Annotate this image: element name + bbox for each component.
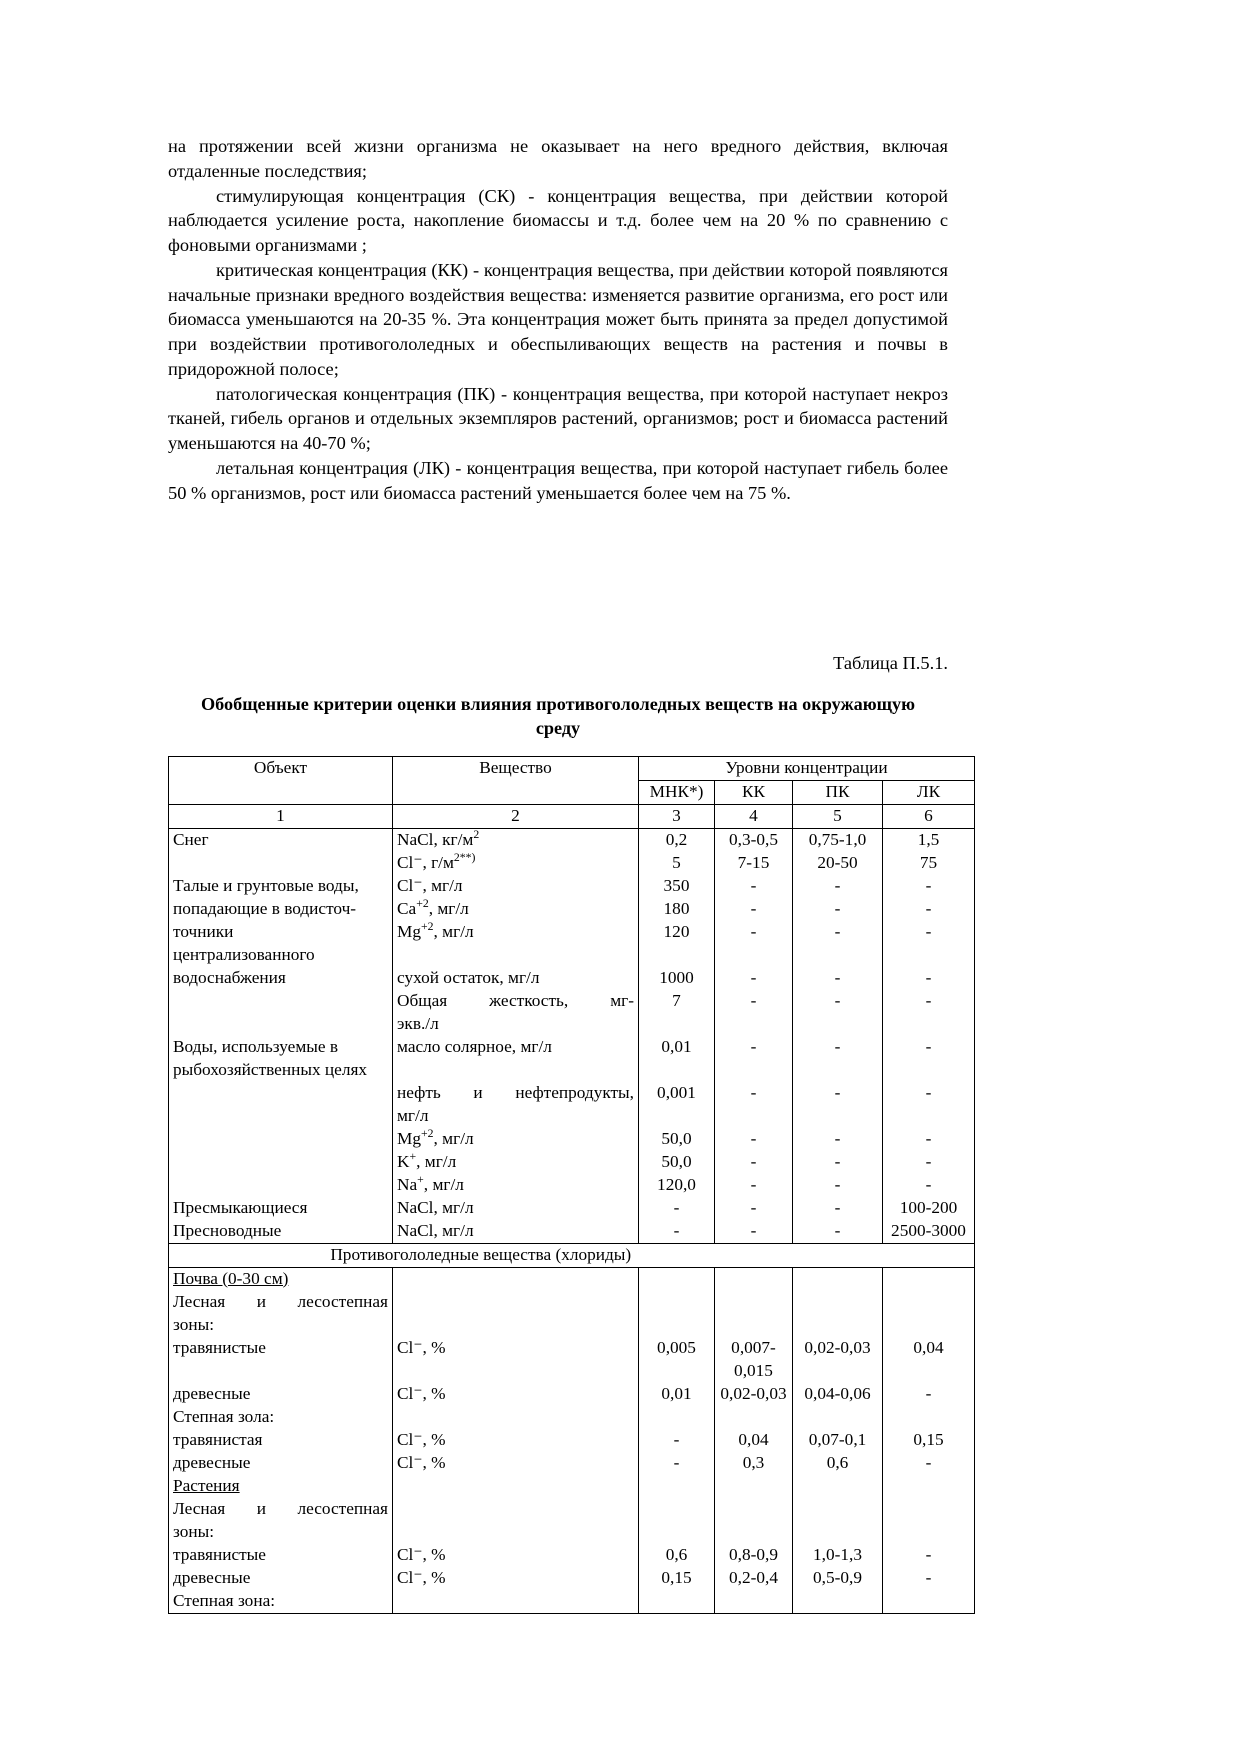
cell-mnk <box>639 1105 715 1128</box>
paragraph-4: патологическая концентрация (ПК) - концентрация вещества, при которой наступает некроз тканей, гибель органов и отдельных экземпляров растений, организмов; рост и биомасса растений уменьшаются на 40-70 %; <box>168 383 948 453</box>
header-levels: Уровни концентрации <box>639 756 975 780</box>
cell-object: Талые и грунтовые воды, <box>169 875 393 898</box>
cell-lk: - <box>883 1452 975 1475</box>
cell-pk: - <box>793 1036 883 1059</box>
cell-pk: - <box>793 1174 883 1197</box>
cell-lk <box>883 944 975 967</box>
cell-mnk <box>639 1314 715 1337</box>
cell-substance <box>393 1590 639 1614</box>
cell-lk <box>883 1314 975 1337</box>
cell-pk: 0,6 <box>793 1452 883 1475</box>
cell-lk: 1,5 <box>883 828 975 852</box>
cell-pk <box>793 1498 883 1521</box>
cell-object <box>169 1174 393 1197</box>
header-object: Объект <box>169 756 393 804</box>
cell-mnk: 0,2 <box>639 828 715 852</box>
cell-pk <box>793 944 883 967</box>
cell-lk <box>883 1267 975 1291</box>
paragraph-3: критическая концентрация (КК) - концентрация вещества, при действии которой появляются начальные признаки вредного воздействия вещества: изменяется развитие организма, его рост или биомасса уменьшаются на 20-35 %. Эта концентрация может быть принята за предел допустимой при воздействии противогололедных и обеспыливающих веществ на растения и почвы в придорожной полосе; <box>168 259 948 379</box>
cell-lk: - <box>883 1383 975 1406</box>
cell-lk: - <box>883 898 975 921</box>
cell-substance: Cl⁻, % <box>393 1567 639 1590</box>
cell-lk <box>883 1360 975 1383</box>
cell-substance <box>393 1360 639 1383</box>
cell-substance: Cl⁻, % <box>393 1429 639 1452</box>
table-row <box>169 1406 975 1429</box>
cell-mnk <box>639 1406 715 1429</box>
cell-substance: $Ca^{+2}$, мг/л <box>393 898 639 921</box>
table-row <box>169 1197 975 1220</box>
cell-substance: мг/л <box>393 1105 639 1128</box>
header-mnk: МНК*) <box>639 780 715 804</box>
cell-mnk: 120,0 <box>639 1174 715 1197</box>
cell-mnk <box>639 944 715 967</box>
table-row <box>169 1590 975 1614</box>
table-row <box>169 1360 975 1383</box>
cell-object: травянистые <box>169 1337 393 1360</box>
cell-object: зоны: <box>169 1314 393 1337</box>
cell-pk <box>793 1590 883 1614</box>
cell-mnk: 5 <box>639 852 715 875</box>
cell-kk <box>715 1498 793 1521</box>
document-page <box>168 0 966 1614</box>
table-row <box>169 990 975 1013</box>
cell-pk: - <box>793 921 883 944</box>
cell-pk <box>793 1059 883 1082</box>
paragraph-1: на протяжении всей жизни организма не оказывает на него вредного действия, включая отдаленные последствия; <box>168 136 948 181</box>
cell-substance <box>393 1314 639 1337</box>
cell-mnk <box>639 1590 715 1614</box>
cell-mnk: 0,6 <box>639 1544 715 1567</box>
col-number-6: 6 <box>883 804 975 828</box>
cell-lk: 75 <box>883 852 975 875</box>
table-row <box>169 921 975 944</box>
cell-lk: 0,15 <box>883 1429 975 1452</box>
cell-object <box>169 1360 393 1383</box>
table-row <box>169 1567 975 1590</box>
table-row <box>169 875 975 898</box>
cell-kk: 0,8-0,9 <box>715 1544 793 1567</box>
cell-mnk <box>639 1521 715 1544</box>
cell-mnk <box>639 1498 715 1521</box>
table-row <box>169 1429 975 1452</box>
cell-lk: - <box>883 1128 975 1151</box>
cell-mnk: 50,0 <box>639 1128 715 1151</box>
cell-lk <box>883 1521 975 1544</box>
cell-kk: 0,3 <box>715 1452 793 1475</box>
cell-lk: - <box>883 1544 975 1567</box>
cell-object: Растения <box>169 1475 393 1498</box>
header-row-numbers <box>169 804 975 828</box>
table-row <box>169 1314 975 1337</box>
cell-pk <box>793 1521 883 1544</box>
table-row <box>169 1220 975 1244</box>
cell-substance: K+, мг/л <box>393 1151 639 1174</box>
cell-object: Степная зола: <box>169 1406 393 1429</box>
cell-substance <box>393 1406 639 1429</box>
cell-lk <box>883 1590 975 1614</box>
cell-kk: - <box>715 898 793 921</box>
cell-object: Лесная и лесостепная <box>169 1498 393 1521</box>
cell-pk <box>793 1267 883 1291</box>
table-row <box>169 1174 975 1197</box>
cell-pk: 1,0-1,3 <box>793 1544 883 1567</box>
cell-lk: - <box>883 875 975 898</box>
cell-kk <box>715 1406 793 1429</box>
header-pk: ПК <box>793 780 883 804</box>
cell-kk <box>715 1314 793 1337</box>
cell-lk <box>883 1013 975 1036</box>
cell-mnk <box>639 1013 715 1036</box>
cell-pk <box>793 1475 883 1498</box>
cell-mnk: - <box>639 1220 715 1244</box>
cell-object <box>169 990 393 1013</box>
cell-pk <box>793 1013 883 1036</box>
table-row <box>169 1521 975 1544</box>
cell-substance: Cl⁻, % <box>393 1383 639 1406</box>
table-row <box>169 1337 975 1360</box>
cell-lk <box>883 1059 975 1082</box>
cell-substance: Cl⁻, мг/л <box>393 875 639 898</box>
cell-pk <box>793 1314 883 1337</box>
cell-mnk: 50,0 <box>639 1151 715 1174</box>
col-number-1: 1 <box>169 804 393 828</box>
cell-kk: - <box>715 1174 793 1197</box>
cell-kk <box>715 1013 793 1036</box>
cell-kk: - <box>715 921 793 944</box>
cell-lk: - <box>883 1174 975 1197</box>
cell-kk: - <box>715 1128 793 1151</box>
cell-object: травянистые <box>169 1544 393 1567</box>
cell-kk <box>715 1105 793 1128</box>
paragraph-5: летальная концентрация (ЛК) - концентрация вещества, при которой наступает гибель более 50 % организмов, рост или биомасса растений уменьшается более чем на 75 %. <box>168 457 948 503</box>
cell-substance: $Mg^{+2}$, мг/л <box>393 1128 639 1151</box>
table-row <box>169 1498 975 1521</box>
cell-pk: - <box>793 967 883 990</box>
cell-lk: - <box>883 921 975 944</box>
header-row-1 <box>169 756 975 780</box>
section-heading-pad-1 <box>793 1243 883 1267</box>
cell-substance <box>393 1291 639 1314</box>
table-row <box>169 967 975 990</box>
cell-pk: 0,75-1,0 <box>793 828 883 852</box>
cell-pk: 0,04-0,06 <box>793 1383 883 1406</box>
cell-kk: - <box>715 1197 793 1220</box>
cell-substance: NaCl, мг/л <box>393 1197 639 1220</box>
cell-pk: 20-50 <box>793 852 883 875</box>
cell-substance: нефть и нефтепродукты, <box>393 1082 639 1105</box>
cell-lk: - <box>883 1036 975 1059</box>
cell-lk: - <box>883 1082 975 1105</box>
col-number-4: 4 <box>715 804 793 828</box>
header-kk: КК <box>715 780 793 804</box>
cell-object: древесные <box>169 1567 393 1590</box>
cell-object <box>169 1105 393 1128</box>
cell-kk: - <box>715 1082 793 1105</box>
cell-lk <box>883 1105 975 1128</box>
table-row <box>169 1128 975 1151</box>
col-number-5: 5 <box>793 804 883 828</box>
cell-mnk: - <box>639 1429 715 1452</box>
table-row <box>169 1059 975 1082</box>
cell-object: Почва (0-30 см) <box>169 1267 393 1291</box>
cell-object <box>169 1128 393 1151</box>
cell-kk: 0,015 <box>715 1360 793 1383</box>
cell-kk: - <box>715 1151 793 1174</box>
cell-object: водоснабжения <box>169 967 393 990</box>
cell-kk: 0,02-0,03 <box>715 1383 793 1406</box>
cell-object: травянистая <box>169 1429 393 1452</box>
table-row <box>169 1383 975 1406</box>
header-lk: ЛК <box>883 780 975 804</box>
cell-substance: $Mg^{+2}$, мг/л <box>393 921 639 944</box>
cell-substance <box>393 1521 639 1544</box>
cell-pk: 0,02-0,03 <box>793 1337 883 1360</box>
cell-pk: - <box>793 898 883 921</box>
cell-object: зоны: <box>169 1521 393 1544</box>
cell-pk: - <box>793 1197 883 1220</box>
cell-substance: Cl⁻, % <box>393 1452 639 1475</box>
cell-pk <box>793 1105 883 1128</box>
paragraph-2: стимулирующая концентрация (СК) - концентрация вещества, при действии которой наблюдается усиление роста, накопление биомассы и т.д. более чем на 20 % по сравнению с фоновыми организмами ; <box>168 185 948 255</box>
cell-object: Пресноводные <box>169 1220 393 1244</box>
cell-object: рыбохозяйственных целях <box>169 1059 393 1082</box>
cell-mnk: 0,01 <box>639 1383 715 1406</box>
table-row <box>169 898 975 921</box>
table-row <box>169 1544 975 1567</box>
cell-object: Воды, используемые в <box>169 1036 393 1059</box>
cell-pk: - <box>793 990 883 1013</box>
cell-substance: NaCl, мг/л <box>393 1220 639 1244</box>
cell-object <box>169 852 393 875</box>
cell-kk: 0,04 <box>715 1429 793 1452</box>
cell-mnk <box>639 1291 715 1314</box>
table-row <box>169 944 975 967</box>
cell-pk <box>793 1406 883 1429</box>
cell-kk <box>715 1291 793 1314</box>
cell-lk: - <box>883 967 975 990</box>
cell-kk: - <box>715 875 793 898</box>
cell-pk: 0,07-0,1 <box>793 1429 883 1452</box>
header-substance: Вещество <box>393 756 639 804</box>
cell-pk <box>793 1360 883 1383</box>
cell-kk <box>715 1590 793 1614</box>
table-number-label: Таблица П.5.1. <box>833 653 948 674</box>
cell-pk: - <box>793 875 883 898</box>
cell-object: Лесная и лесостепная <box>169 1291 393 1314</box>
cell-substance <box>393 944 639 967</box>
cell-object: попадающие в водисточ- <box>169 898 393 921</box>
cell-substance <box>393 1267 639 1291</box>
cell-mnk: 0,005 <box>639 1337 715 1360</box>
cell-substance: Общая жесткость, мг- <box>393 990 639 1013</box>
table-row <box>169 1105 975 1128</box>
cell-object: централизованного <box>169 944 393 967</box>
cell-substance: экв./л <box>393 1013 639 1036</box>
cell-kk <box>715 944 793 967</box>
cell-mnk: 120 <box>639 921 715 944</box>
table-row <box>169 1036 975 1059</box>
cell-pk: - <box>793 1220 883 1244</box>
cell-object <box>169 1082 393 1105</box>
cell-object: точники <box>169 921 393 944</box>
cell-substance: Cl⁻, % <box>393 1544 639 1567</box>
cell-object <box>169 1151 393 1174</box>
cell-substance: сухой остаток, мг/л <box>393 967 639 990</box>
table-title: Обобщенные критерии оценки влияния противогололедных веществ на окружающую среду <box>201 694 915 739</box>
cell-mnk <box>639 1360 715 1383</box>
cell-mnk: 0,01 <box>639 1036 715 1059</box>
table-row <box>169 1267 975 1291</box>
cell-mnk: 350 <box>639 875 715 898</box>
cell-substance: Cl⁻, $г/м^{2**)}$ <box>393 852 639 875</box>
cell-mnk: 180 <box>639 898 715 921</box>
section-heading-row <box>169 1243 975 1267</box>
cell-pk: - <box>793 1082 883 1105</box>
cell-lk: - <box>883 990 975 1013</box>
criteria-table <box>168 756 975 1614</box>
table-row <box>169 1013 975 1036</box>
cell-pk: 0,5-0,9 <box>793 1567 883 1590</box>
table-row <box>169 1151 975 1174</box>
vertical-spacer <box>168 505 948 653</box>
cell-mnk: 1000 <box>639 967 715 990</box>
cell-lk: - <box>883 1151 975 1174</box>
cell-kk <box>715 1475 793 1498</box>
cell-substance: Cl⁻, % <box>393 1337 639 1360</box>
cell-lk: 100-200 <box>883 1197 975 1220</box>
cell-object: древесные <box>169 1383 393 1406</box>
cell-kk: 0,2-0,4 <box>715 1567 793 1590</box>
cell-pk: - <box>793 1151 883 1174</box>
cell-kk <box>715 1059 793 1082</box>
table-head <box>169 756 975 828</box>
cell-substance <box>393 1059 639 1082</box>
cell-mnk <box>639 1475 715 1498</box>
section-heading-pad-2 <box>883 1243 975 1267</box>
cell-object: древесные <box>169 1452 393 1475</box>
cell-lk <box>883 1498 975 1521</box>
table-row <box>169 828 975 852</box>
cell-object: Степная зона: <box>169 1590 393 1614</box>
table-row <box>169 1475 975 1498</box>
cell-mnk: 7 <box>639 990 715 1013</box>
cell-pk <box>793 1291 883 1314</box>
cell-lk <box>883 1406 975 1429</box>
cell-mnk: - <box>639 1452 715 1475</box>
table-row <box>169 1452 975 1475</box>
cell-kk: - <box>715 1036 793 1059</box>
cell-kk: - <box>715 1220 793 1244</box>
prose-section <box>168 0 948 505</box>
table-body-main <box>169 828 975 1243</box>
table-row <box>169 1082 975 1105</box>
cell-kk <box>715 1267 793 1291</box>
cell-substance: Na+, мг/л <box>393 1174 639 1197</box>
cell-kk: 7-15 <box>715 852 793 875</box>
cell-mnk <box>639 1267 715 1291</box>
cell-lk: 2500-3000 <box>883 1220 975 1244</box>
col-number-3: 3 <box>639 804 715 828</box>
cell-mnk: 0,15 <box>639 1567 715 1590</box>
cell-kk: 0,3-0,5 <box>715 828 793 852</box>
cell-substance <box>393 1475 639 1498</box>
table-row <box>169 1291 975 1314</box>
cell-lk: 0,04 <box>883 1337 975 1360</box>
cell-lk <box>883 1291 975 1314</box>
cell-lk <box>883 1475 975 1498</box>
section-heading-label: Противогололедные вещества (хлориды) <box>169 1243 793 1267</box>
cell-substance <box>393 1498 639 1521</box>
table-row <box>169 852 975 875</box>
cell-mnk <box>639 1059 715 1082</box>
cell-mnk: - <box>639 1197 715 1220</box>
cell-object: Снег <box>169 828 393 852</box>
cell-kk: - <box>715 990 793 1013</box>
cell-mnk: 0,001 <box>639 1082 715 1105</box>
cell-object: Пресмыкающиеся <box>169 1197 393 1220</box>
cell-kk: 0,007- <box>715 1337 793 1360</box>
table-body-soil <box>169 1267 975 1613</box>
cell-kk <box>715 1521 793 1544</box>
col-number-2: 2 <box>393 804 639 828</box>
cell-substance: масло солярное, мг/л <box>393 1036 639 1059</box>
cell-kk: - <box>715 967 793 990</box>
cell-object <box>169 1013 393 1036</box>
table-body-section-heading <box>169 1243 975 1267</box>
cell-substance: NaCl, $кг/м^2$ <box>393 828 639 852</box>
cell-lk: - <box>883 1567 975 1590</box>
cell-pk: - <box>793 1128 883 1151</box>
